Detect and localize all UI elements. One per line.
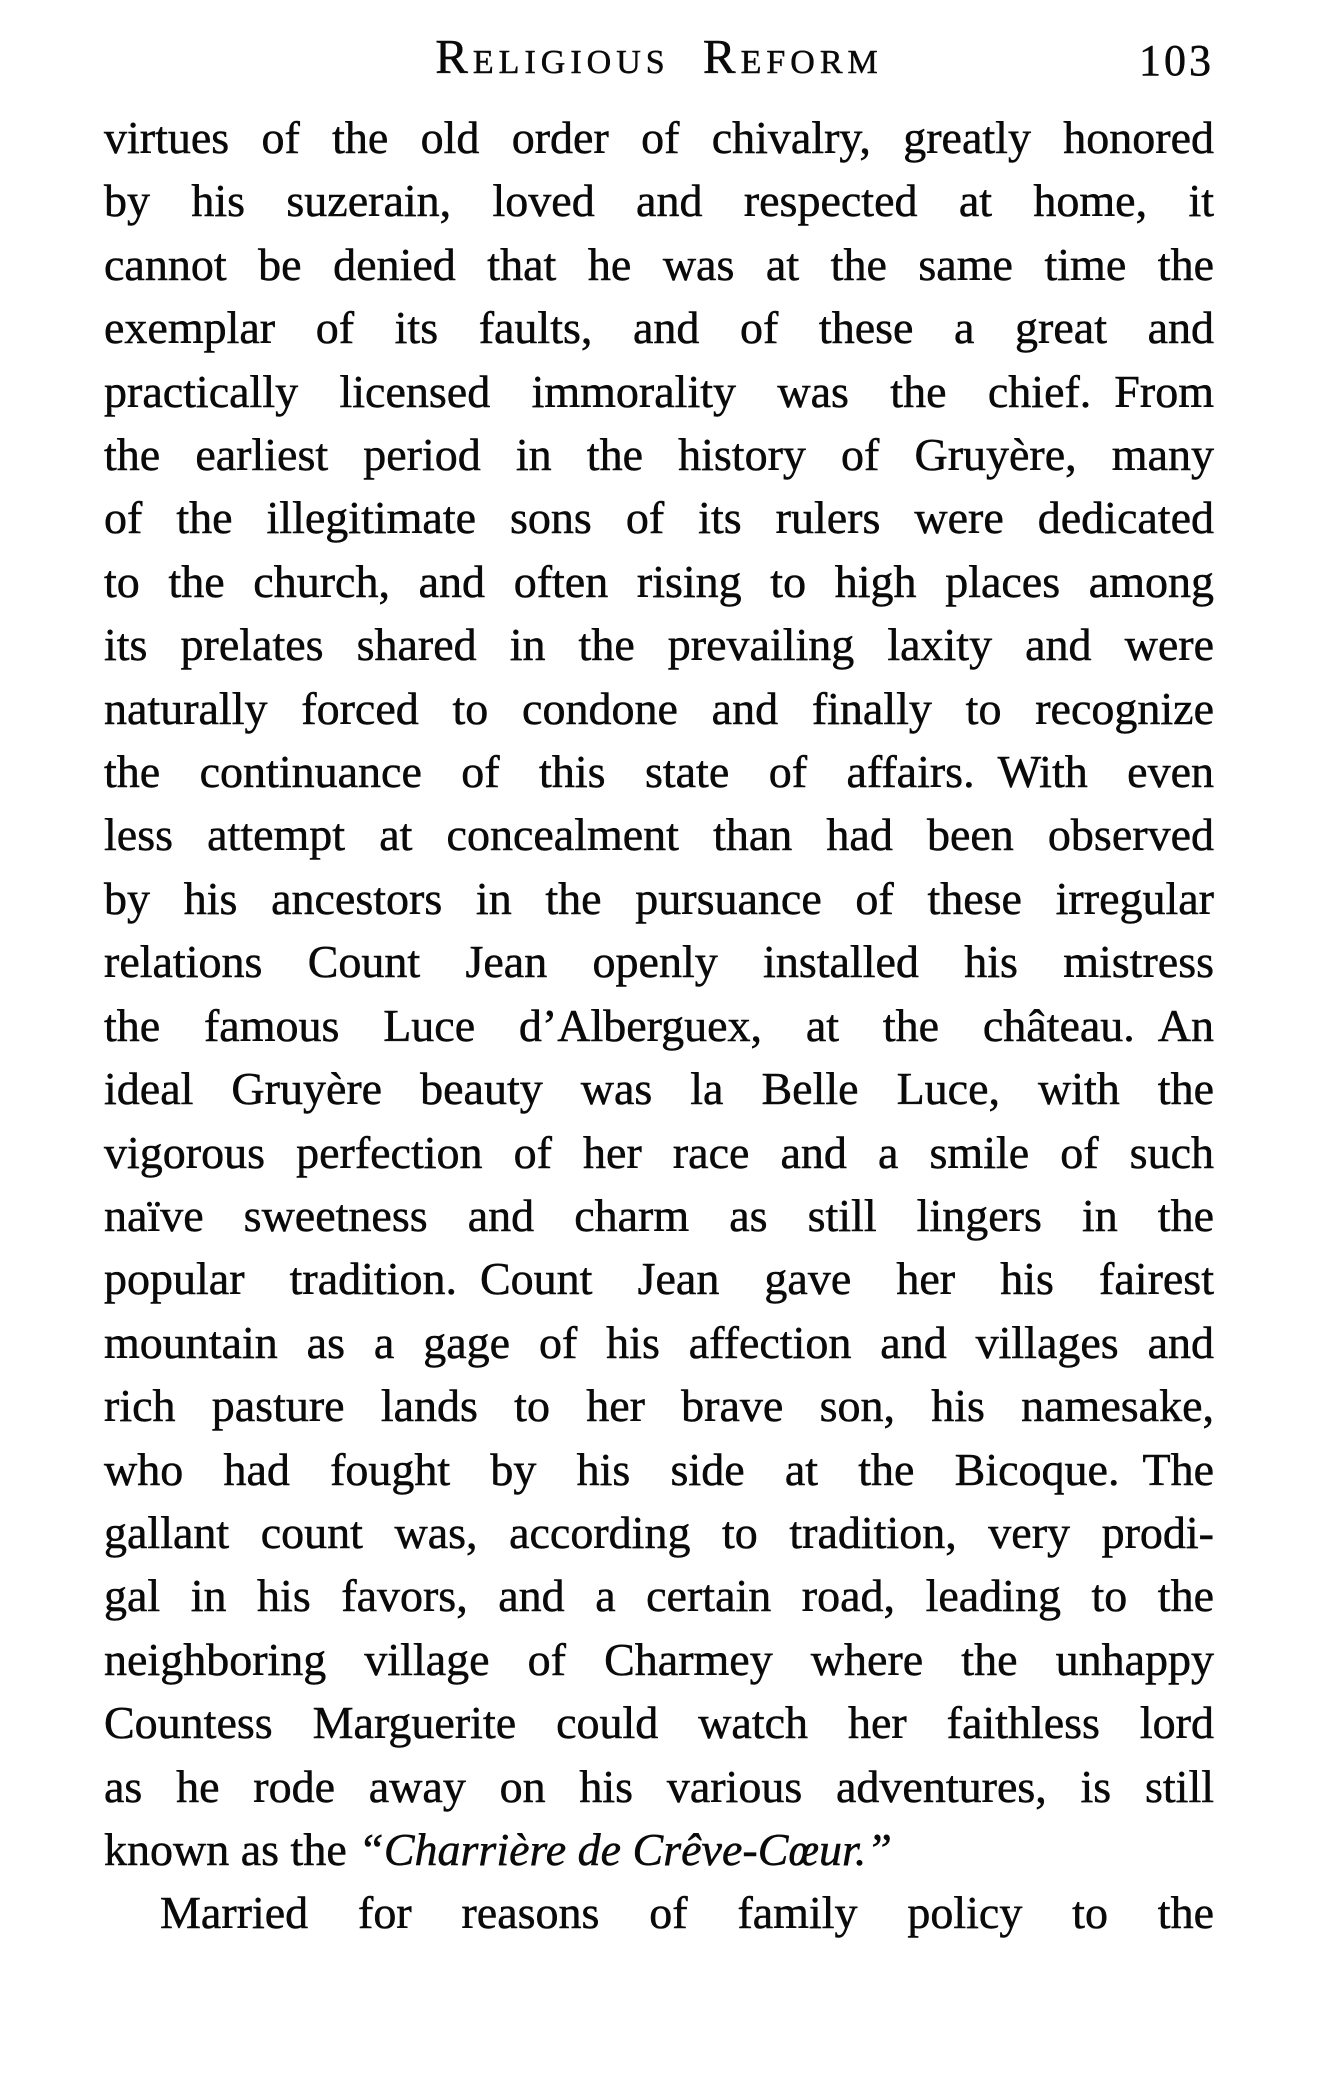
chapter-title: Religious Reform	[435, 29, 883, 84]
text-line: by his suzerain, loved and respected at home, it	[104, 175, 1214, 227]
text-line: as he rode away on his various adventures, is still	[104, 1760, 1214, 1812]
text-line: relations Count Jean openly installed his mistress	[104, 936, 1214, 988]
text-line: of the illegitimate sons of its rulers were dedicated	[104, 492, 1214, 544]
text-line: cannot be denied that he was at the same time the	[104, 238, 1214, 290]
text-line: less attempt at concealment than had been observed	[104, 809, 1214, 861]
text-line: the famous Luce d’Alberguex, at the château. An	[104, 999, 1214, 1051]
text-line: by his ancestors in the pursuance of these irregular	[104, 872, 1214, 924]
text-line: mountain as a gage of his affection and villages and	[104, 1316, 1214, 1368]
text-line: the continuance of this state of affairs. With even	[104, 746, 1214, 798]
text-line: its prelates shared in the prevailing laxity and were	[104, 619, 1214, 671]
text-line: gal in his favors, and a certain road, leading to the	[104, 1570, 1214, 1622]
text-line: who had fought by his side at the Bicoque. The	[104, 1443, 1214, 1495]
paragraph	[104, 106, 1214, 1881]
text-line: virtues of the old order of chivalry, greatly honored	[104, 112, 1214, 163]
running-header	[104, 28, 1214, 92]
text-line: Married for reasons of family policy to the	[160, 1887, 1214, 1939]
text-line: practically licensed immorality was the chief. From	[104, 365, 1214, 417]
page-number: 103	[1139, 36, 1214, 85]
text-line: exemplar of its faults, and of these a great and	[104, 302, 1214, 354]
text-line: Countess Marguerite could watch her faithless lord	[104, 1697, 1214, 1749]
text-line: to the church, and often rising to high places among	[104, 555, 1214, 607]
text-line: the earliest period in the history of Gruyère, many	[104, 429, 1214, 481]
text-line: gallant count was, according to tradition, very prodi-	[104, 1506, 1214, 1558]
text-block	[104, 106, 1214, 1945]
text-line: rich pasture lands to her brave son, his namesake,	[104, 1380, 1214, 1432]
text-line: vigorous perfection of her race and a smile of such	[104, 1126, 1214, 1178]
text-line-normal: known as the	[104, 1823, 359, 1875]
text-line-italic: “Charrière de Crêve-Cœur.”	[358, 1823, 892, 1875]
paragraph	[104, 1881, 1214, 1944]
text-line	[104, 1818, 1214, 1881]
text-line: naïve sweetness and charm as still lingers in the	[104, 1189, 1214, 1241]
text-line: neighboring village of Charmey where the unhappy	[104, 1633, 1214, 1685]
text-line: popular tradition. Count Jean gave her his fairest	[104, 1253, 1214, 1305]
text-line: ideal Gruyère beauty was la Belle Luce, with the	[104, 1063, 1214, 1115]
text-line: naturally forced to condone and finally to recognize	[104, 682, 1214, 734]
